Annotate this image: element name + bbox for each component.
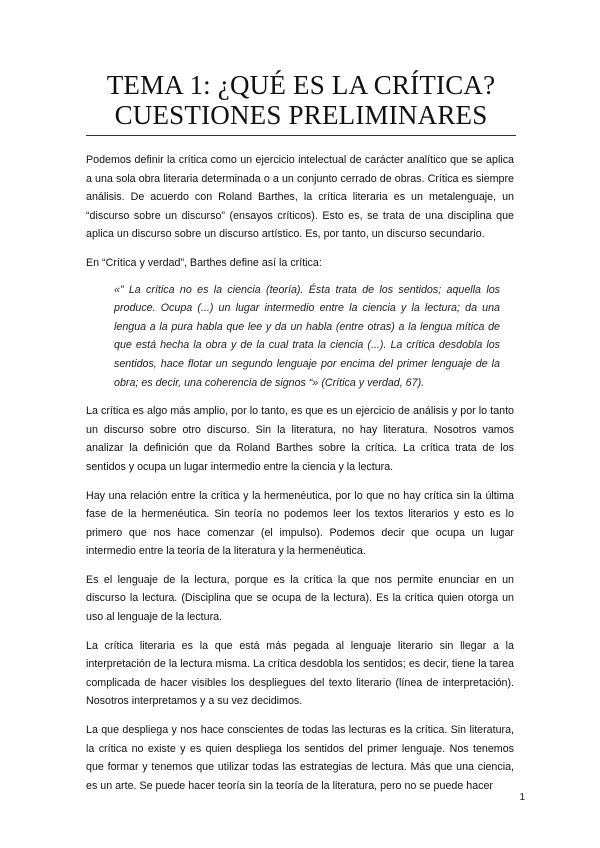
title-line-2: CUESTIONES PRELIMINARES [114, 100, 488, 130]
paragraph-analysis: La crítica es algo más amplio, por lo tanto, es que es un ejercicio de análisis y por lo tanto un discurso sobre otro discurso. Sin la literatura, no hay literatura. Nosotros vamos analizar la definición que da Roland Barthes sobre la crítica. La crítica trata de los sentidos y ocupa un lugar intermedio entre la ciencia y la lectura. [86, 405, 514, 473]
page-title [86, 70, 516, 130]
paragraph-quote-intro: En “Crítica y verdad”, Barthes define así la crítica: [86, 256, 322, 269]
paragraph-hermeneutics: Hay una relación entre la crítica y la hermenéutica, por lo que no hay crítica sin la última fase de la hermenéutica. Sin teoría no podemos leer los textos literarios y esto es lo primero que nos hace comenzar (el impulso). Podemos decir que ocupa un lugar intermedio entre la teoría de la literatura y la hermenéutica. [86, 489, 514, 558]
paragraph-reading-language: Es el lenguaje de la lectura, porque es la crítica la que nos permite enunciar en un discurso la lectura. (Disciplina que se ocupa de la lectura). Es la crítica quien otorga un uso al lenguaje de la lectura. [86, 573, 514, 624]
paragraph-unfolding: La que despliega y nos hace conscientes de todas las lecturas es la crítica. Sin literatura, la crítica no existe y es quien despliega los sentidos del primer lenguaje. Nos tenemos que formar y tenemos que utilizar todas las estrategias de lectura. Más que una ciencia, es un arte. Se puede hacer teoría sin la teoría de la literatura, pero no se puede hacer [86, 724, 514, 792]
title-divider [86, 135, 516, 136]
page-number: 1 [519, 792, 525, 803]
paragraph-literary-criticism: La crítica literaria es la que está más pegada al lenguaje literario sin llegar a la interpretación de la lectura misma. La crítica desdobla los sentidos; es decir, tiene la tarea complicada de hacer visibles los despliegues del texto literario (línea de interpretación). Nosotros interpretamos y a su vez decidimos. [86, 639, 514, 708]
paragraph-definition: Podemos definir la crítica como un ejercicio intelectual de carácter analítico que se aplica a una sola obra literaria determinada o a un conjunto cerrado de obras. Crítica es siempre análisis. De acuerdo con Roland Barthes, la crítica literaria es un metalenguaje, un “discurso sobre un discurso” (ensayos críticos). Esto es, se trata de una disciplina que aplica un discurso sobre un discurso artístico. Es, por tanto, un discurso secundario. [86, 154, 514, 241]
document-body [86, 151, 514, 805]
title-line-1: TEMA 1: ¿QUÉ ES LA CRÍTICA? [106, 70, 496, 100]
barthes-quote: «” La crítica no es la ciencia (teoría). Ésta trata de los sentidos; aquella los produce. Ocupa (...) un lugar intermedio entre la ciencia y la lectura; da una lengua a la pura habla que lee y da un habla (entre otras) a la lengua mítica de que está hecha la obra y de la cual trata la ciencia (...). La crítica desdobla los sentidos, hace flotar un segundo lenguaje por encima del primer lenguaje de la obra; es decir, una coherencia de signos “» (Crítica y verdad, 67). [114, 283, 500, 389]
